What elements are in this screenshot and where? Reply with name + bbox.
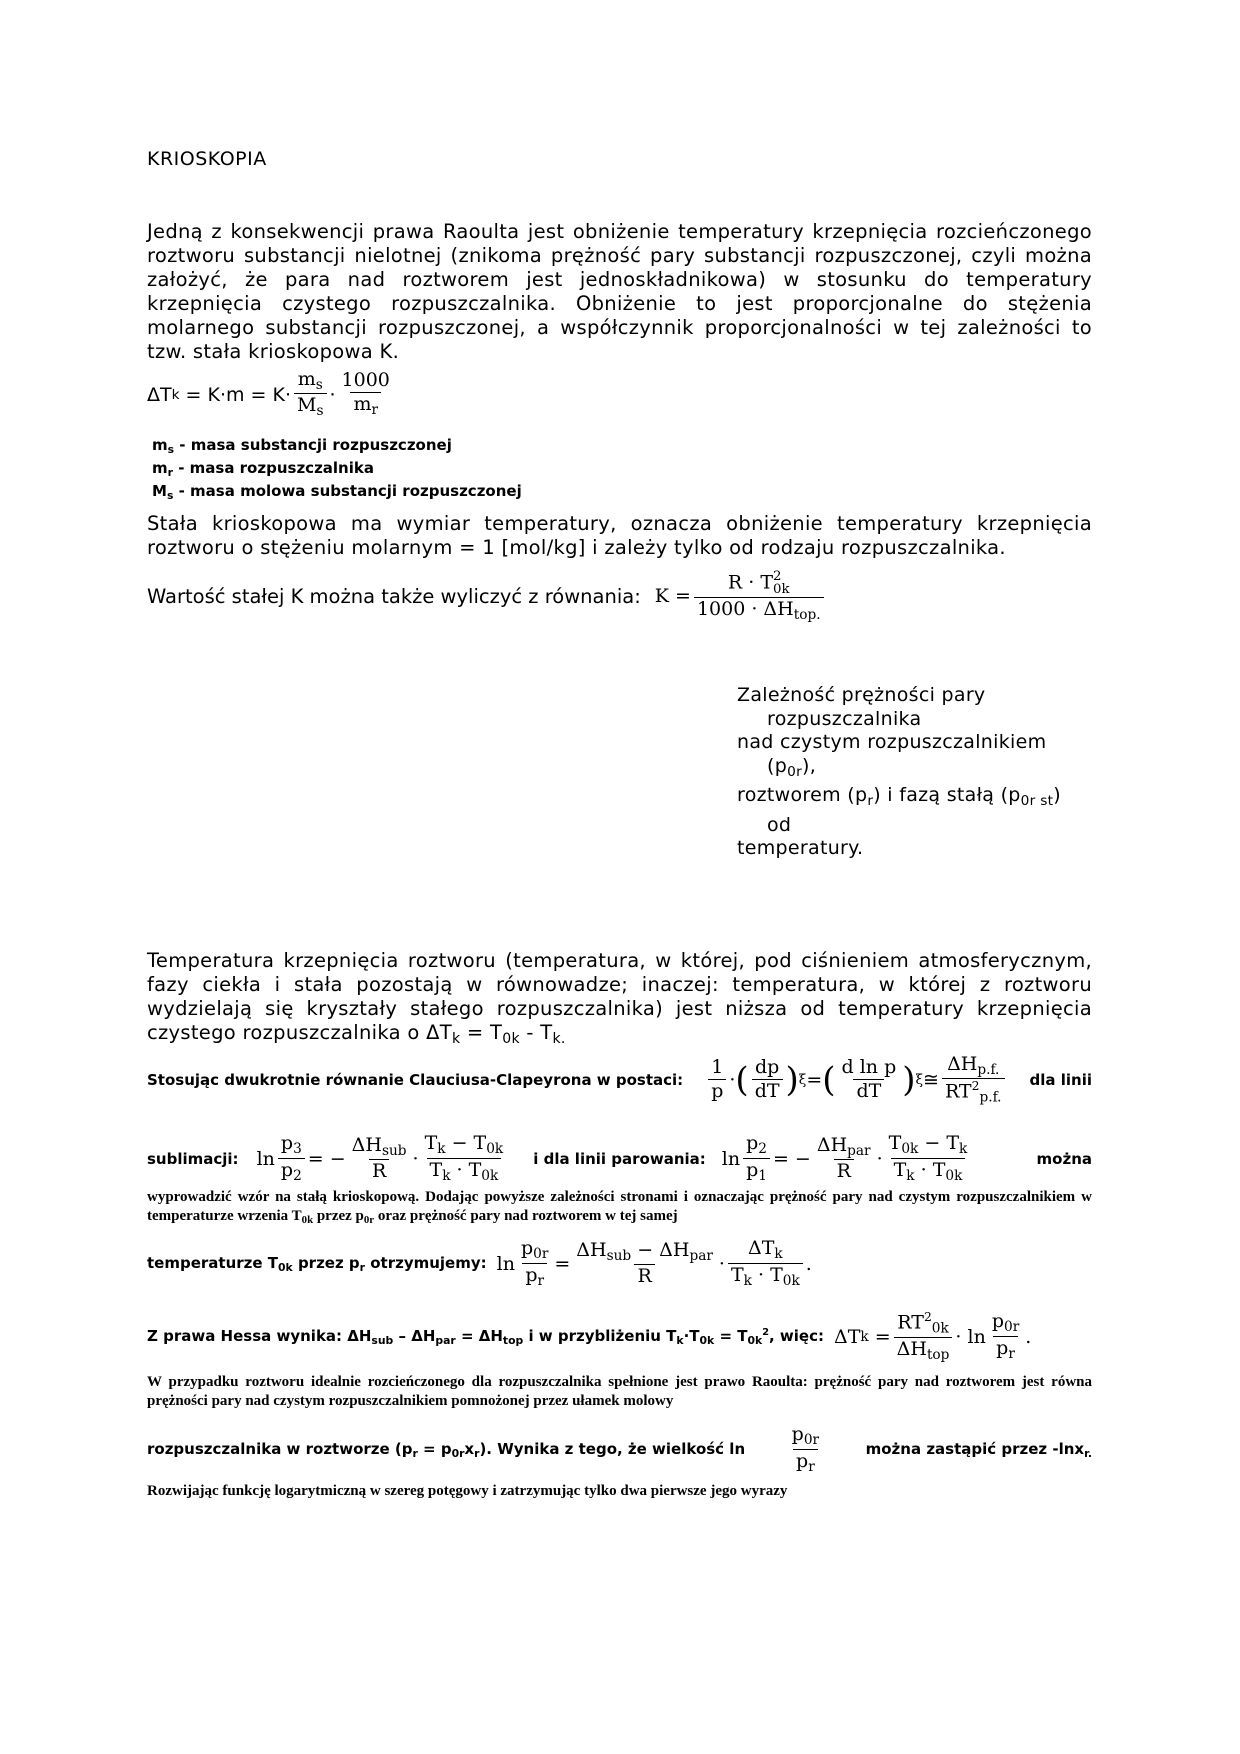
- raoult-row: rozpuszczalnika w roztworze $(p_r = p_{0r}x_r)$. Wynika z tego, że wielkość ln $\frac{p_{0r}}{p_r}$ można zastąpić przez -lnx$_{r.}$: [147, 1423, 1092, 1475]
- paragraph-intro: Jedną z konsekwencji prawa Raoulta jest obniżenie temperatury krzepnięcia rozcieńczonego roztworu substancji nielotnej (znikoma prężność pary substancji rozpuszczonej, czyli można założyć, że para nad roztworem jest jednoskładnikowa) w stosunku do temperatury krzepnięcia czystego rozpuszczalnika. Obniżenie to jest proporcjonalne do stężenia molarnego substancji rozpuszczonej, a współczynnik proporcjonalności w tej zależności to tzw. stała krioskopowa K.: [147, 220, 1092, 363]
- formula-combined: ln $\frac{p_{0r}}{p_r}$ = $\frac{\Delta H_{sub} - \Delta H_{par}}{R}$ · $\frac{\Delta T_k}{T_k \cdot T_{0k}}$ .: [496, 1237, 812, 1289]
- fraction-p0r-pr: $\frac{p_{0r}}{p_r}$: [791, 1423, 820, 1475]
- sublimation-row: sublimacji: ln $\frac{p_3}{p_2}$ = − $\frac{\Delta H_{sub}}{R}$ · $\frac{T_k - T_{0k}}{T_k \cdot T_{0k}}$ i dla linii parowania: ln $\frac{p_2}{p_1}$ = − $\frac{\Delta H_{par}}{R}$ · $\frac{T_{0k} - T_k}{T_k \cdot T_{0k}}$ można: [147, 1132, 1092, 1184]
- fraction-k: R · T 2 0k $1000 \cdot \Delta H_{top.}$: [694, 570, 824, 623]
- formula-k-line: Wartość stałej K można także wyliczyć z równania: K = R · T 2 0k $1000 \cdot \Delta H_{top.}$: [147, 570, 827, 623]
- formula-clausius: $\frac{1}{p}$ · ( $\frac{dp}{dT}$ ) ξ = ( $\frac{\text{d ln p}}{dT}$ ) ξ ≅ $\frac{\Delta H_{p.f.}}{RT^2_{p.f.}}$: [705, 1055, 1007, 1106]
- paragraph-derivation: wyprowadzić wzór na stałą krioskopową. Dodając powyższe zależności stronami i oznaczając prężność pary nad czystym rozpuszczalnikiem w temperaturze wrzenia $T_{0k}$ przez $p_{0r}$ oraz prężność pary nad roztworem w tej samej: [147, 1189, 1092, 1227]
- document-title: KRIOSKOPIA: [147, 148, 267, 170]
- figure-caption: Zależność prężności pary rozpuszczalnika nad czystym rozpuszczalnikiem $(p_{0r})$, roztworem $(p_r)$ i fazą stałą $(p_{0r st})$ od temperatury.: [737, 684, 1062, 860]
- temperature-row: temperaturze $T_{0k}$ przez $p_r$ otrzymujemy: ln $\frac{p_{0r}}{p_r}$ = $\frac{\Delta H_{sub} - \Delta H_{par}}{R}$ · $\frac{\Delta T_k}{T_k \cdot T_{0k}}$ .: [147, 1237, 812, 1289]
- formula-delta-tk: ΔT k = K·m = K· $\frac{m_s}{M_s}$ · $\frac{1000}{m_r}$: [147, 370, 396, 420]
- hess-row: Z prawa Hessa wynika: $\Delta H_{sub} - \Delta H_{par} = \Delta H_{top}$ i w przybliżeniu $T_k\cdot T_{0k} = T_{0k}^2$, więc: ΔT k = $\frac{RT^2_{0k}}{\Delta H_{top}}$ · ln $\frac{p_{0r}}{p_r}$ .: [147, 1310, 1032, 1363]
- paragraph-series: Rozwijając funkcję logarytmiczną w szereg potęgowy i zatrzymując tylko dwa pierwsze jego wyrazy: [147, 1483, 788, 1499]
- paragraph-raoult: W przypadku roztworu idealnie rozcieńczonego dla rozpuszczalnika spełnione jest prawo Raoulta: prężność pary nad roztworem jest równa prężności pary nad czystym rozpuszczalnikiem pomnożonej przez ułamek molowy: [147, 1374, 1092, 1409]
- legend-item: $M_s$ - masa molowa substancji rozpuszczonej: [152, 482, 522, 503]
- symbol-legend: [152, 436, 522, 506]
- formula-delta-tk-final: ΔT k = $\frac{RT^2_{0k}}{\Delta H_{top}}$ · ln $\frac{p_{0r}}{p_r}$ .: [833, 1310, 1032, 1363]
- legend-item: $m_s$ - masa substancji rozpuszczonej: [152, 436, 452, 457]
- clausius-row: Stosując dwukrotnie równanie Clauciusa-Clapeyrona w postaci: $\frac{1}{p}$ · ( $\frac{dp}{dT}$ ) ξ = ( $\frac{\text{d ln p}}{dT}$ ) ξ ≅ $\frac{\Delta H_{p.f.}}{RT^2_{p.f.}}$ dla linii: [147, 1052, 1092, 1106]
- paragraph-freezing: Temperatura krzepnięcia roztworu (temperatura, w której, pod ciśnieniem atmosferycznym, fazy ciekła i stała pozostają w równowadze; inaczej: temperatura, w której z roztworu wydzielają się kryształy stałego rozpuszczalnika) jest niższa od temperatury krzepnięcia czystego rozpuszczalnika o $\Delta T_k = T_{0k} - T_{k.}$: [147, 949, 1092, 1048]
- legend-item: $m_r$ - masa rozpuszczalnika: [152, 459, 374, 480]
- fraction-ms-Ms: $\frac{m_s}{M_s}$: [294, 370, 327, 420]
- formula-sublimation: ln $\frac{p_3}{p_2}$ = − $\frac{\Delta H_{sub}}{R}$ · $\frac{T_k - T_{0k}}{T_k \cdot T_{0k}}$: [256, 1132, 504, 1184]
- fraction-1000-mr: $\frac{1000}{m_r}$: [341, 369, 390, 419]
- formula-vaporization: ln $\frac{p_2}{p_1}$ = − $\frac{\Delta H_{par}}{R}$ · $\frac{T_{0k} - T_k}{T_k \cdot T_{0k}}$: [721, 1132, 968, 1184]
- paragraph-constant: Stała krioskopowa ma wymiar temperatury, oznacza obniżenie temperatury krzepnięcia roztworu o stężeniu molarnym = 1 [mol/kg] i zależy tylko od rodzaju rozpuszczalnika.: [147, 512, 1092, 559]
